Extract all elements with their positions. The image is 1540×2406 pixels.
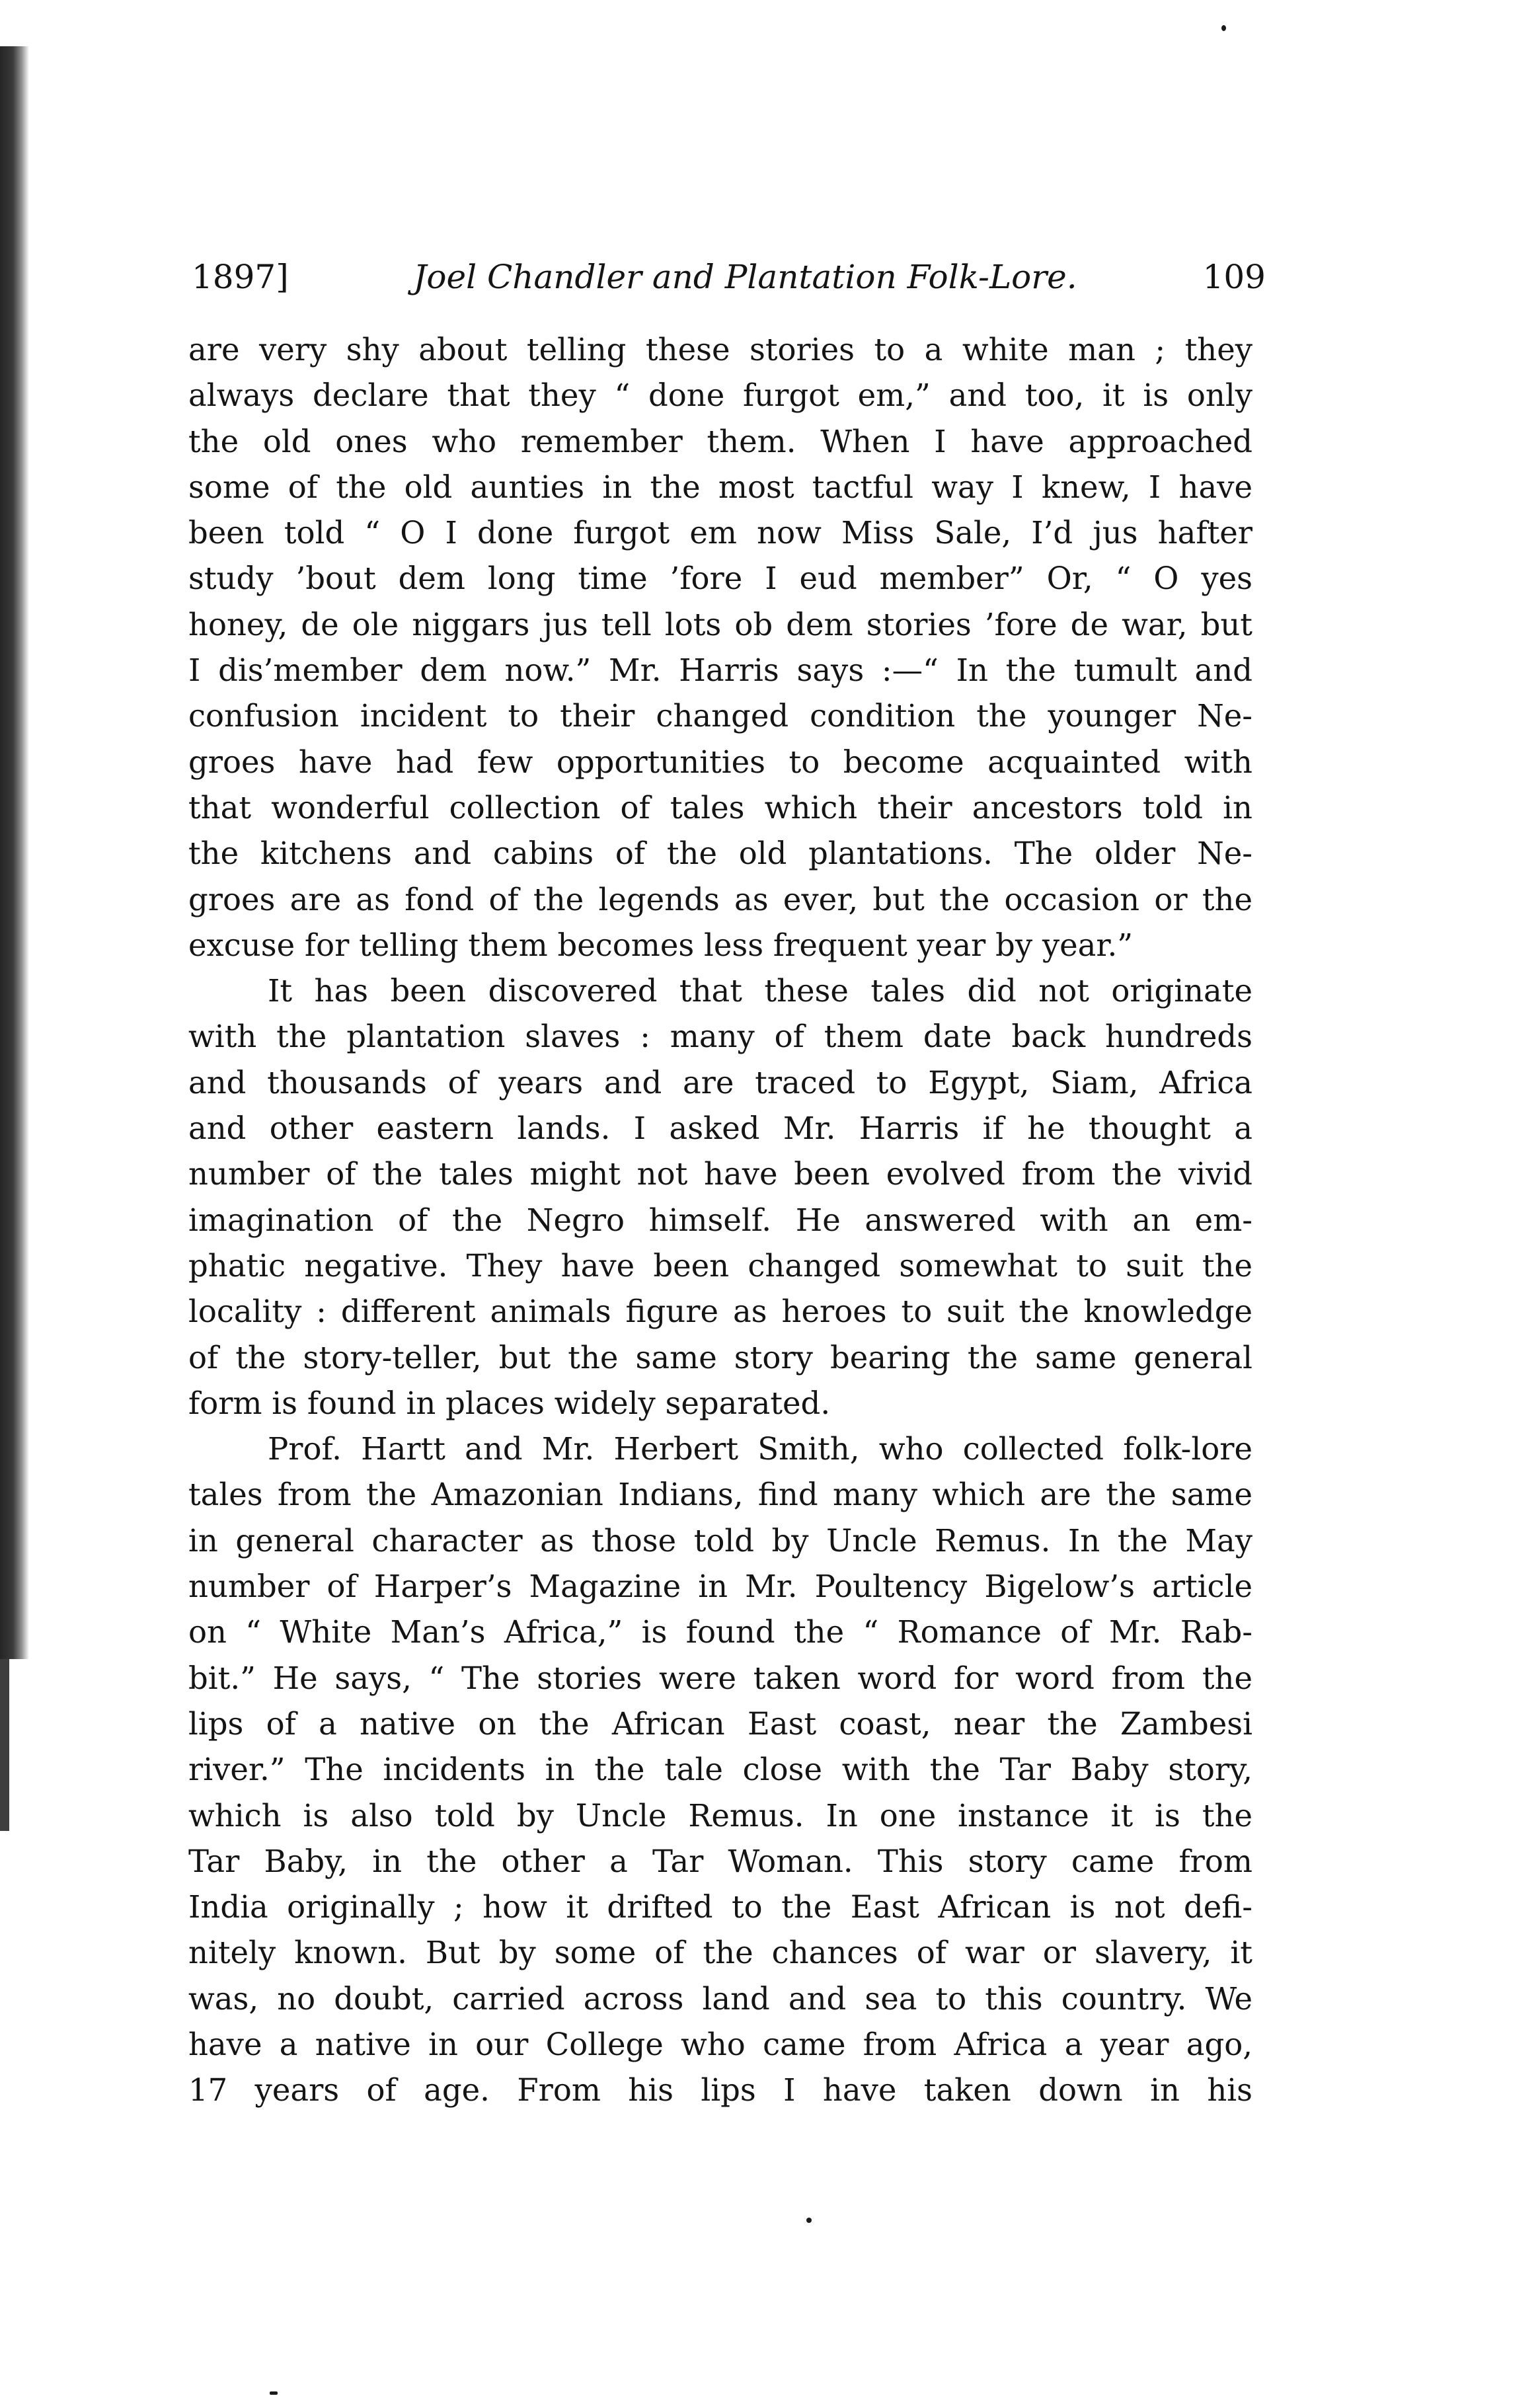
text-line: on “ White Man’s Africa,” is found the “ Romance of Mr. Rab- [188,1614,1252,1650]
text-line: and other eastern lands. I asked Mr. Harris if he thought a [188,1110,1252,1147]
text-line: and thousands of years and are traced to Egypt, Siam, Africa [188,1064,1252,1101]
text-line: been told “ O I done furgot em now Miss Sale, I’d jus hafter [188,515,1252,551]
header-title: Joel Chandler and Plantation Folk-Lore. [413,258,1077,296]
text-line: honey, de ole niggars jus tell lots ob dem stories ’fore de war, but [188,606,1252,642]
text-line: tales from the Amazonian Indians, find many which are the same [188,1477,1252,1513]
text-line: always declare that they “ done furgot em,” and too, it is only [188,377,1252,414]
text-line: in general character as those told by Uncle Remus. In the May [188,1522,1252,1559]
text-line: 17 years of age. From his lips I have taken down in his [188,2072,1252,2109]
text-line: study ’bout dem long time ’fore I eud member” Or, “ O yes [188,561,1252,597]
text-line: form is found in places widely separated. [188,1385,831,1421]
text-line: groes have had few opportunities to become acquainted with [188,744,1252,780]
text-line: locality : different animals figure as heroes to suit the knowledge [188,1294,1252,1330]
text-line: number of the tales might not have been evolved from the vivid [188,1156,1252,1192]
text-line: confusion incident to their changed condition the younger Ne- [188,698,1252,734]
running-header [192,258,1266,304]
text-line: which is also told by Uncle Remus. In one instance it is the [188,1797,1252,1834]
text-line: the old ones who remember them. When I have approached [188,423,1252,459]
text-line: nitely known. But by some of the chances of war or slavery, it [188,1935,1252,1971]
text-line: India originally ; how it drifted to the East African is not defi- [188,1889,1252,1925]
text-line: have a native in our College who came from Africa a year ago, [188,2026,1252,2062]
text-line: bit.” He says, “ The stories were taken word for word from the [188,1660,1252,1696]
text-line: Prof. Hartt and Mr. Herbert Smith, who collected folk-lore [268,1431,1252,1467]
text-line: was, no doubt, carried across land and sea to this country. We [188,1980,1252,2017]
text-line: groes are as fond of the legends as ever, but the occasion or the [188,881,1252,917]
text-line: lips of a native on the African East coast, near the Zambesi [188,1705,1252,1742]
text-line: Tar Baby, in the other a Tar Woman. This story came from [188,1843,1252,1879]
text-line: the kitchens and cabins of the old plantations. The older Ne- [188,835,1252,872]
text-line: I dis’member dem now.” Mr. Harris says :—“ In the tumult and [188,652,1252,689]
text-line: of the story-teller, but the same story bearing the same general [188,1339,1252,1376]
text-line: are very shy about telling these stories to a white man ; they [188,332,1252,368]
text-line: phatic negative. They have been changed somewhat to suit the [188,1247,1252,1284]
text-line: river.” The incidents in the tale close with the Tar Baby story, [188,1752,1252,1788]
text-line: that wonderful collection of tales which their ancestors told in [188,789,1252,826]
text-line: number of Harper’s Magazine in Mr. Poultency Bigelow’s article [188,1569,1252,1605]
text-line: some of the old aunties in the most tactful way I knew, I have [188,469,1252,505]
print-speck [806,2218,812,2223]
print-speck [270,2391,278,2395]
text-line: imagination of the Negro himself. He answered with an em- [188,1202,1252,1238]
page-number: 109 [1202,258,1266,296]
text-line: excuse for telling them becomes less frequent year by year.” [188,927,1134,963]
body-text [188,327,1252,2114]
header-year: 1897] [192,258,289,296]
print-speck [1221,25,1226,31]
binding-edge-shadow-lower [0,1659,9,1831]
text-line: with the plantation slaves : many of them date back hundreds [188,1019,1252,1055]
text-line: It has been discovered that these tales did not originate [268,973,1252,1009]
binding-edge-shadow [0,46,29,1659]
